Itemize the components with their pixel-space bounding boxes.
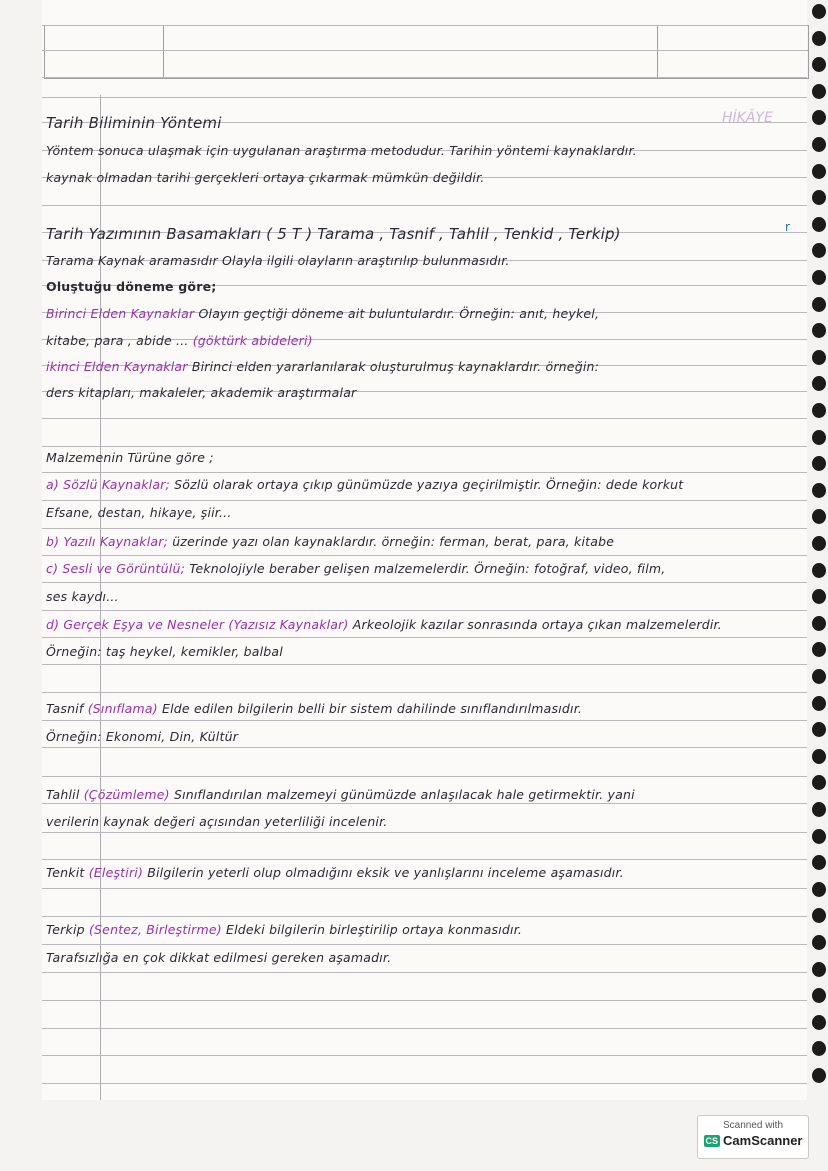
note-term: ikinci Elden Kaynaklar	[46, 359, 188, 374]
camscanner-logo-icon: CS	[705, 1136, 719, 1146]
binder-ring	[812, 1041, 826, 1056]
note-line	[46, 534, 614, 549]
note-text: Arkeolojik kazılar sonrasında ortaya çıkan malzemelerdir.	[352, 617, 722, 632]
note-text: Eldeki bilgilerin birleştirilip ortaya konmasıdır.	[226, 922, 523, 937]
ruled-line	[42, 944, 807, 945]
ruled-line	[42, 25, 807, 26]
note-text: Örneğin: taş heykel, kemikler, balbal	[46, 644, 283, 659]
note-text: Malzemenin Türüne göre ;	[46, 450, 214, 465]
binder-ring	[812, 1015, 826, 1030]
binder-ring	[812, 829, 826, 844]
binder-ring	[812, 882, 826, 897]
note-term-paren: (Çözümleme)	[83, 787, 170, 802]
ruled-line	[42, 692, 807, 693]
note-line	[46, 589, 119, 604]
note-term: Tarama	[46, 253, 94, 268]
note-text: Örneğin: Ekonomi, Din, Kültür	[46, 729, 239, 744]
note-text: Yazımının Basamakları ( 5 T ) Tarama , Tasnif , Tahlil , Tenkid , Terkip)	[88, 225, 621, 243]
ruled-line	[42, 610, 807, 611]
binder-ring	[812, 802, 826, 817]
note-term: Birinci Elden Kaynaklar	[46, 306, 195, 321]
camscanner-badge	[697, 1115, 809, 1159]
binder-ring	[812, 31, 826, 46]
note-line	[46, 225, 621, 243]
note-line	[46, 359, 599, 374]
note-line	[46, 617, 722, 632]
pen-mark: r	[785, 220, 790, 234]
ruled-line	[42, 528, 807, 529]
note-line	[46, 306, 599, 321]
binder-ring	[812, 669, 826, 684]
ruled-line	[42, 832, 807, 833]
note-term: Tenkit	[46, 865, 85, 880]
binder-ring	[812, 270, 826, 285]
binder-ring	[812, 164, 826, 179]
note-term: b) Yazılı Kaynaklar;	[46, 534, 168, 549]
binder-ring	[812, 403, 826, 418]
note-line	[46, 644, 283, 659]
note-term-paren: (Sınıflama)	[87, 701, 158, 716]
ruled-line	[42, 888, 807, 889]
note-term: kaynak	[46, 170, 93, 185]
note-text: Olayın geçtiği döneme ait buluntulardır. Örneğin: anıt, heykel,	[198, 306, 600, 321]
note-text: ses kaydı...	[46, 589, 119, 604]
note-line	[46, 814, 387, 829]
binder-ring	[812, 908, 826, 923]
note-term: Tasnif	[46, 701, 84, 716]
binder-ring	[812, 190, 826, 205]
binder-ring	[812, 137, 826, 152]
note-text: olmadan tarihi gerçekleri ortaya çıkarmak mümkün değildir.	[96, 170, 485, 185]
note-text: kitabe, para , abide ...	[46, 333, 193, 348]
binder-ring	[812, 456, 826, 471]
binder-ring	[812, 775, 826, 790]
scanned-with-text: Scanned with	[722, 1120, 784, 1131]
header-table	[44, 25, 809, 79]
binder-ring	[812, 563, 826, 578]
note-line	[46, 170, 484, 185]
ruled-line	[42, 916, 807, 917]
note-text: Bilgilerin yeterli olup olmadığını eksik ve yanlışlarını inceleme aşamasıdır.	[147, 865, 624, 880]
ruled-line	[42, 77, 807, 78]
binder-ring	[812, 350, 826, 365]
ruled-line	[42, 803, 807, 804]
note-line	[46, 787, 635, 802]
binder-ring	[812, 217, 826, 232]
binder-ring	[812, 1068, 826, 1083]
note-text: Elde edilen bilgilerin belli bir sistem dahilinde sınıflandırılmasıdır.	[162, 701, 583, 716]
note-line	[46, 253, 510, 268]
note-text: sonuca ulaşmak için uygulanan araştırma metodudur. Tarihin yöntemi kaynaklardır.	[98, 143, 637, 158]
binder-ring	[812, 589, 826, 604]
ruled-line	[42, 637, 807, 638]
note-term: Yöntem	[46, 143, 94, 158]
binder-ring	[812, 696, 826, 711]
note-term: Tarih	[46, 225, 84, 243]
ruled-line	[42, 50, 807, 51]
note-term: Terkip	[46, 922, 85, 937]
note-aside: (göktürk abideleri)	[192, 333, 313, 348]
ruled-line	[42, 720, 807, 721]
note-line	[46, 333, 313, 348]
binder-ring	[812, 110, 826, 125]
note-line	[46, 950, 391, 965]
ruled-line	[42, 472, 807, 473]
binder-ring	[812, 84, 826, 99]
binder-ring	[812, 297, 826, 312]
ruled-line	[42, 500, 807, 501]
note-text: Sınıflandırılan malzemeyi günümüzde anlaşılacak hale getirmektir. yani	[173, 787, 635, 802]
note-line	[46, 505, 232, 520]
ruled-line	[42, 664, 807, 665]
ruled-line	[42, 1028, 807, 1029]
ruled-line	[42, 1083, 807, 1084]
ruled-line	[42, 555, 807, 556]
ruled-line	[42, 972, 807, 973]
note-line	[46, 114, 222, 132]
note-text: Teknolojiyle beraber gelişen malzemelerdir. Örneğin: fotoğraf, video, film,	[189, 561, 666, 576]
binder-ring	[812, 376, 826, 391]
ruled-line	[42, 776, 807, 777]
note-line	[46, 701, 582, 716]
note-text: verilerin kaynak değeri açısından yeterliliği incelenir.	[46, 814, 388, 829]
binder-ring	[812, 57, 826, 72]
binder-ring	[812, 749, 826, 764]
ruled-line	[42, 205, 807, 206]
note-term: Tahlil	[46, 787, 80, 802]
binder-ring	[812, 855, 826, 870]
note-term: d) Gerçek Eşya ve Nesneler (Yazısız Kaynaklar)	[46, 617, 349, 632]
ruled-line	[42, 97, 807, 98]
note-term: a) Sözlü Kaynaklar;	[46, 477, 170, 492]
note-line	[46, 561, 665, 576]
binder-ring	[812, 483, 826, 498]
note-text: Biliminin Yöntemi	[88, 114, 222, 132]
note-term-paren: (Eleştiri)	[88, 865, 144, 880]
note-line	[46, 279, 216, 294]
binder-ring	[812, 4, 826, 19]
binder-ring	[812, 642, 826, 657]
ruled-line	[42, 446, 807, 447]
note-text: Sözlü olarak ortaya çıkıp günümüzde yazıya geçirilmiştir. Örneğin: dede korkut	[174, 477, 684, 492]
binder-ring	[812, 962, 826, 977]
note-text: Oluştuğu döneme göre;	[46, 279, 217, 294]
note-text: Tarafsızlığa en çok dikkat edilmesi gereken aşamadır.	[46, 950, 392, 965]
note-text: üzerinde yazı olan kaynaklardır. örneğin: ferman, berat, para, kitabe	[172, 534, 615, 549]
note-line	[46, 450, 214, 465]
note-term-paren: (Sentez, Birleştirme)	[88, 922, 222, 937]
note-text: Birinci elden yararlanılarak oluşturulmuş kaynaklardır. örneğin:	[191, 359, 600, 374]
ruled-line	[42, 582, 807, 583]
binder-ring	[812, 323, 826, 338]
note-line	[46, 143, 637, 158]
note-line	[46, 865, 624, 880]
ruled-line	[42, 418, 807, 419]
binder-ring	[812, 722, 826, 737]
note-term: Tarih	[46, 114, 84, 132]
binder-ring	[812, 430, 826, 445]
note-line	[46, 385, 356, 400]
note-line	[46, 477, 683, 492]
note-text: Kaynak aramasıdır Olayla ilgili olayların araştırılıp bulunmasıdır.	[98, 253, 510, 268]
binder-ring	[812, 509, 826, 524]
ruled-line	[42, 859, 807, 860]
ruled-line	[42, 747, 807, 748]
binder-ring	[812, 616, 826, 631]
note-line	[46, 729, 238, 744]
note-line	[46, 922, 522, 937]
binder-ring	[812, 935, 826, 950]
binder-ring	[812, 536, 826, 551]
binder-ring	[812, 243, 826, 258]
faded-text: HİKÂYE	[722, 110, 773, 126]
note-text: Efsane, destan, hikaye, şiir...	[46, 505, 232, 520]
app-name: CamScanner	[723, 1133, 803, 1148]
note-text: ders kitapları, makaleler, akademik araştırmalar	[46, 385, 357, 400]
note-term: c) Sesli ve Görüntülü;	[46, 561, 185, 576]
ruled-line	[42, 1055, 807, 1056]
binder-ring	[812, 988, 826, 1003]
ruled-line	[42, 1000, 807, 1001]
